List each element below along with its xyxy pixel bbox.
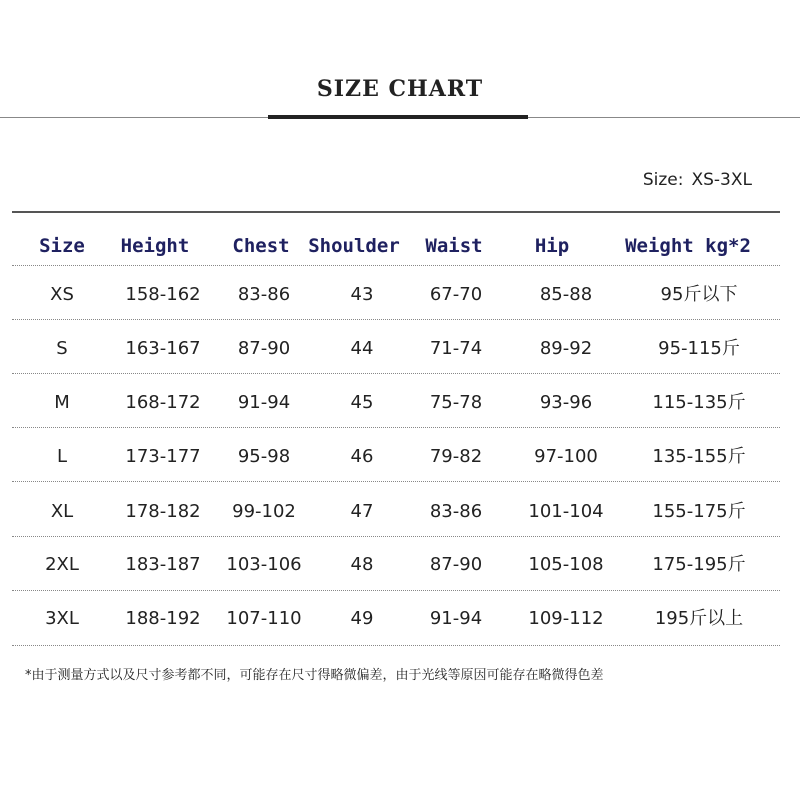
table-cell: 93-96 — [539, 392, 593, 413]
table-row — [12, 331, 780, 367]
table-cell: 67-70 — [429, 284, 483, 305]
column-header: Shoulder — [308, 235, 400, 257]
table-cell: 45 — [350, 392, 374, 413]
column-header: Waist — [425, 235, 483, 257]
table-cell: S — [56, 338, 68, 359]
table-cell: XL — [50, 501, 74, 522]
table-cell: 89-92 — [539, 338, 593, 359]
table-cell: 97-100 — [534, 446, 598, 467]
table-cell: 95-98 — [237, 446, 291, 467]
table-row — [12, 601, 780, 637]
table-cell: 195斤以上 — [654, 608, 744, 629]
column-header: Weight kg*2 — [625, 235, 751, 257]
table-cell: 173-177 — [125, 446, 201, 467]
table-top-border — [12, 211, 780, 213]
table-row — [12, 494, 780, 530]
table-cell: 95-115斤 — [658, 338, 740, 359]
table-cell: 44 — [350, 338, 374, 359]
table-cell: 115-135斤 — [652, 392, 746, 413]
table-cell: 79-82 — [429, 446, 483, 467]
table-cell: 99-102 — [232, 501, 296, 522]
table-cell: 83-86 — [237, 284, 291, 305]
size-range — [643, 170, 752, 190]
table-cell: 188-192 — [125, 608, 201, 629]
page-title: SIZE CHART — [316, 76, 484, 102]
table-cell: 175-195斤 — [652, 554, 746, 575]
row-separator — [12, 536, 780, 538]
row-separator — [12, 265, 780, 267]
column-header: Hip — [534, 235, 570, 257]
measurement-note: *由于测量方式以及尺寸参考都不同，可能存在尺寸得略微偏差，由于光线等原因可能存在略微得色差 — [25, 668, 604, 683]
table-cell: 87-90 — [429, 554, 483, 575]
table-cell: 95斤以下 — [660, 284, 738, 305]
table-cell: 71-74 — [429, 338, 483, 359]
table-row — [12, 385, 780, 421]
table-cell: 158-162 — [125, 284, 201, 305]
row-separator — [12, 645, 780, 647]
table-cell: 46 — [350, 446, 374, 467]
table-cell: 83-86 — [429, 501, 483, 522]
row-separator — [12, 373, 780, 375]
size-range-label: Size: — [642, 170, 684, 190]
table-cell: 178-182 — [125, 501, 201, 522]
column-header: Chest — [232, 235, 290, 257]
size-range-value: XS-3XL — [691, 170, 752, 190]
title-underline — [268, 115, 528, 119]
table-cell: 49 — [350, 608, 374, 629]
table-cell: 91-94 — [429, 608, 483, 629]
table-cell: 3XL — [45, 608, 79, 629]
column-header: Size — [39, 235, 85, 257]
table-cell: 135-155斤 — [652, 446, 746, 467]
table-cell: 107-110 — [226, 608, 302, 629]
table-cell: 43 — [350, 284, 374, 305]
row-separator — [12, 319, 780, 321]
table-row — [12, 277, 780, 313]
table-row — [12, 439, 780, 475]
table-cell: 109-112 — [528, 608, 604, 629]
table-cell: 85-88 — [539, 284, 593, 305]
table-cell: 91-94 — [237, 392, 291, 413]
table-cell: 163-167 — [125, 338, 201, 359]
table-cell: 87-90 — [237, 338, 291, 359]
table-cell: M — [54, 392, 70, 413]
row-separator — [12, 427, 780, 429]
table-cell: 183-187 — [125, 554, 201, 575]
header-row — [12, 228, 780, 264]
table-cell: 2XL — [45, 554, 79, 575]
table-cell: 155-175斤 — [652, 501, 746, 522]
table-cell: 103-106 — [226, 554, 302, 575]
table-cell: 48 — [350, 554, 374, 575]
table-row — [12, 547, 780, 583]
column-header: Height — [120, 235, 190, 257]
table-cell: 101-104 — [528, 501, 604, 522]
table-cell: 168-172 — [125, 392, 201, 413]
table-cell: 47 — [350, 501, 374, 522]
table-cell: XS — [50, 284, 74, 305]
row-separator — [12, 590, 780, 592]
table-cell: 75-78 — [429, 392, 483, 413]
table-cell: L — [56, 446, 68, 467]
row-separator — [12, 481, 780, 483]
table-cell: 105-108 — [528, 554, 604, 575]
